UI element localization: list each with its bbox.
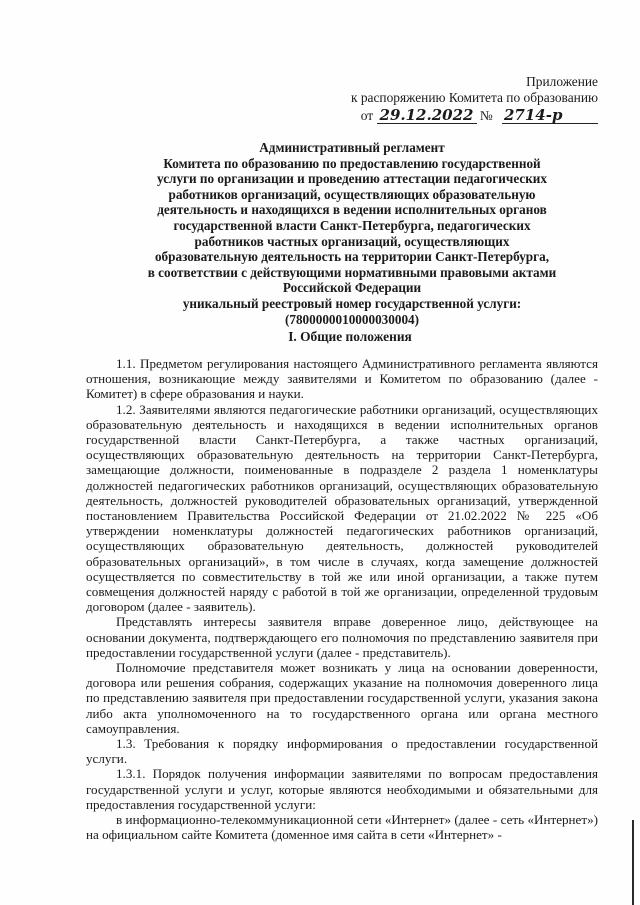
section-heading: I. Общие положения [288,329,412,344]
appendix-title: Приложение [526,74,598,89]
appendix-date-line [351,107,598,124]
title-line: в соответствии с действующими нормативными правовыми актами [147,264,557,280]
paragraph: 1.2. Заявителями являются педагогические работники организаций, осуществляющих образовательную деятельность и находящихся в ведении исполнительных органов государственной власти Санкт-Петербурга, а также частных организаций, осуществляющих образовательную деятельность на территории Санкт-Петербурга, замещающие должности, поименованные в подразделе 2 раздела 1 номенклатуры должностей педагогических работников организаций, осуществляющих образовательную деятельность, должностей руководителей образовательных организаций, утвержденной постановлением Правительства Российской Федерации от 21.02.2022 № 225 «Об утверждении номенклатуры должностей педагогических работников организаций, осуществляющих образовательную деятельность, должностей руководителей образовательных организаций», в том числе в случаях, когда замещение должностей осуществляется по совместительству в той же или иной организации, а также путем совмещения должностей наряду с работой в той же организации, определенной трудовым договором (далее - заявитель). [86,401,598,615]
paragraph: Представлять интересы заявителя вправе доверенное лицо, действующее на основании документа, подтверждающего его полномочия по представлению заявителя при предоставлении государственной услуги (далее - представитель). [86,614,598,660]
title-line: уникальный реестровый номер государственной услуги: [182,295,522,311]
title-line: услуги по организации и проведению аттестации педагогических [157,171,547,187]
title-line: (7800000010000030004) [284,311,420,327]
appendix-header [351,74,598,124]
document-title [92,140,612,327]
document-body [86,356,598,843]
appendix-line: к распоряжению Комитета по образованию [351,90,598,105]
title-line: работников частных организаций, осуществляющих [194,233,510,249]
title-line: государственной власти Санкт-Петербурга, педагогических [173,217,531,233]
date-prefix: от [360,108,374,123]
paragraph: 1.1. Предметом регулирования настоящего Административного регламента являются отношения, возникающие между заявителями и Комитетом по образованию (далее - Комитет) в сфере образования и науки. [86,356,598,402]
title-line: Административный регламент [259,140,445,155]
title-line: Российской Федерации [282,280,422,296]
number-sign: № [479,108,493,123]
paragraph: Полномочие представителя может возникать у лица на основании доверенности, договора или решения собрания, содержащих указание на полномочия доверенного лица по представлению заявителя при предоставлении государственной услуги, указания закона либо акта уполномоченного на то государственного органа или органа местного самоуправления. [86,660,598,736]
paragraph: 1.3.1. Порядок получения информации заявителями по вопросам предоставления государственной услуги и услуг, которые являются необходимыми и обязательными для предоставления государственной услуги: [86,766,598,812]
paragraph: 1.3. Требования к порядку информирования о предоставлении государственной услуги. [86,736,598,767]
handwritten-number: 2714-р [502,107,598,124]
handwritten-date: 29.12.2022 [377,107,477,124]
title-line: Комитета по образованию по предоставлению государственной [163,155,541,171]
title-line: работников организаций, осуществляющих образовательную [168,186,536,202]
title-line: деятельность и находящихся в ведении исполнительных органов [157,202,547,218]
paragraph: в информационно-телекоммуникационной сети «Интернет» (далее - сеть «Интернет») на официальном сайте Комитета (доменное имя сайта в сети «Интернет» - [86,812,598,843]
scan-edge-mark [632,820,634,905]
title-line: образовательную деятельность на территории Санкт-Петербурга, [154,249,550,265]
